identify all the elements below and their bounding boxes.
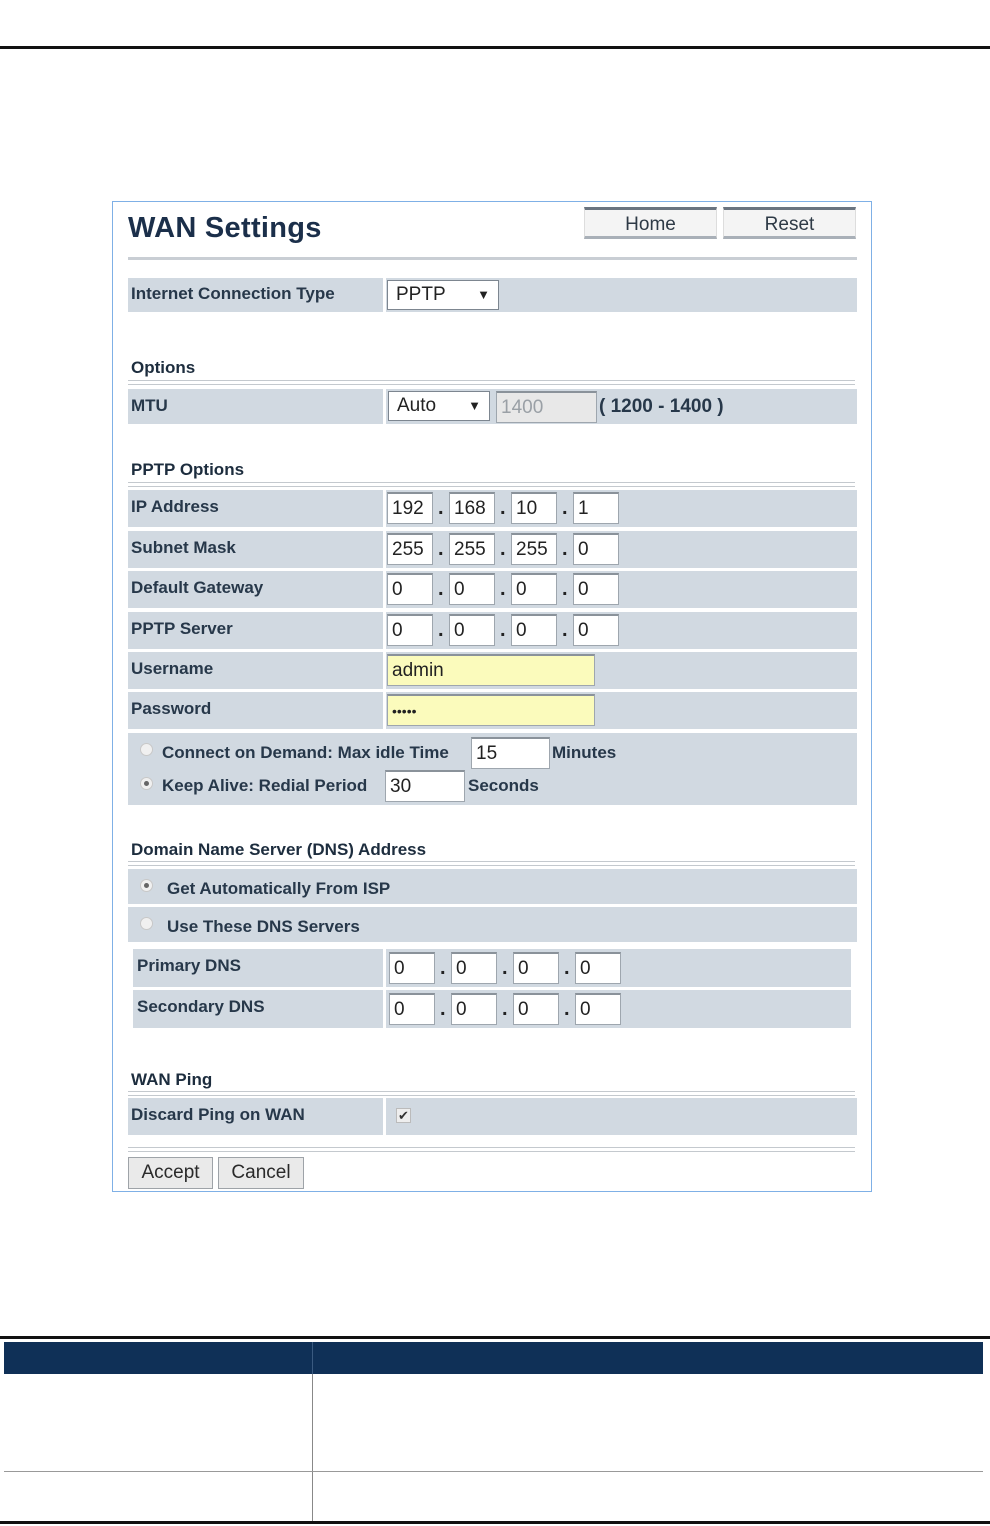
octet-dot: . [438, 578, 444, 600]
mtu-row [128, 389, 857, 424]
octet-dot: . [500, 619, 506, 641]
octet-dot: . [500, 497, 506, 519]
username-label: Username [131, 659, 214, 678]
octet-dot: . [502, 998, 508, 1020]
column-separator [383, 389, 386, 424]
octet-dot: . [562, 538, 568, 560]
primary-dns-label: Primary DNS [137, 956, 241, 975]
doc-column-divider [312, 1374, 313, 1521]
primary-dns-octet-1[interactable]: 0 [389, 952, 435, 984]
octet-dot: . [500, 538, 506, 560]
octet-dot: . [438, 619, 444, 641]
ip-octet-3[interactable]: 10 [511, 492, 557, 524]
wan-settings-panel [112, 201, 872, 1192]
mask-octet-1[interactable]: 255 [387, 533, 433, 565]
octet-dot: . [500, 578, 506, 600]
octet-dot: . [440, 957, 446, 979]
secondary-dns-octet-3[interactable]: 0 [513, 993, 559, 1025]
page-title: WAN Settings [128, 212, 322, 244]
options-heading: Options [131, 358, 196, 377]
subnet-mask-label: Subnet Mask [131, 538, 236, 557]
pptp-server-label: PPTP Server [131, 619, 233, 638]
octet-dot: . [564, 998, 570, 1020]
wan-ping-divider [128, 1091, 855, 1096]
column-separator [383, 612, 386, 649]
reset-button[interactable]: Reset [723, 207, 856, 239]
dns-manual-label: Use These DNS Servers [167, 917, 360, 936]
octet-dot: . [564, 957, 570, 979]
mask-octet-3[interactable]: 255 [511, 533, 557, 565]
server-octet-2[interactable]: 0 [449, 614, 495, 646]
octet-dot: . [502, 957, 508, 979]
cancel-button[interactable]: Cancel [218, 1157, 304, 1189]
accept-button[interactable]: Accept [128, 1157, 213, 1189]
keep-alive-radio[interactable] [140, 777, 153, 790]
home-button[interactable]: Home [584, 207, 717, 239]
octet-dot: . [562, 619, 568, 641]
seconds-label: Seconds [468, 776, 539, 795]
connection-type-value: PPTP [396, 284, 446, 305]
secondary-dns-label: Secondary DNS [137, 997, 265, 1016]
wan-ping-heading: WAN Ping [131, 1070, 213, 1089]
mtu-mode-select[interactable] [388, 391, 490, 421]
minutes-label: Minutes [552, 743, 617, 762]
doc-header-divider [312, 1342, 313, 1374]
server-octet-1[interactable]: 0 [387, 614, 433, 646]
password-input[interactable]: ••••• [387, 694, 595, 726]
gateway-octet-4[interactable]: 0 [573, 573, 619, 605]
mask-octet-4[interactable]: 0 [573, 533, 619, 565]
max-idle-time-input[interactable]: 15 [471, 737, 550, 769]
pptp-divider [128, 482, 855, 487]
chevron-down-icon: ▼ [468, 398, 481, 413]
primary-dns-octet-3[interactable]: 0 [513, 952, 559, 984]
discard-ping-label: Discard Ping on WAN [131, 1105, 305, 1124]
ip-octet-2[interactable]: 168 [449, 492, 495, 524]
mtu-value-field[interactable]: 1400 [496, 391, 597, 423]
mtu-range-text: ( 1200 - 1400 ) [599, 396, 724, 417]
ip-octet-4[interactable]: 1 [573, 492, 619, 524]
gateway-octet-3[interactable]: 0 [511, 573, 557, 605]
ip-octet-1[interactable]: 192 [387, 492, 433, 524]
dns-manual-radio[interactable] [140, 917, 153, 930]
doc-table-top-rule [0, 1336, 990, 1339]
connection-type-label: Internet Connection Type [131, 284, 335, 303]
page-top-rule [0, 46, 990, 49]
secondary-dns-octet-1[interactable]: 0 [389, 993, 435, 1025]
column-separator [383, 692, 386, 729]
ip-address-label: IP Address [131, 497, 219, 516]
secondary-dns-octet-4[interactable]: 0 [575, 993, 621, 1025]
dns-auto-radio[interactable] [140, 879, 153, 892]
connect-on-demand-radio[interactable] [140, 743, 153, 756]
primary-dns-octet-4[interactable]: 0 [575, 952, 621, 984]
chevron-down-icon: ▼ [477, 287, 490, 302]
octet-dot: . [438, 538, 444, 560]
column-separator [383, 990, 386, 1028]
default-gateway-label: Default Gateway [131, 578, 264, 597]
mtu-label: MTU [131, 396, 168, 415]
options-divider [128, 380, 855, 385]
connect-on-demand-label: Connect on Demand: Max idle Time [162, 743, 449, 762]
octet-dot: . [562, 578, 568, 600]
secondary-dns-octet-2[interactable]: 0 [451, 993, 497, 1025]
username-input[interactable]: admin [387, 654, 595, 686]
discard-ping-checkbox[interactable] [396, 1108, 411, 1123]
mtu-mode-value: Auto [397, 395, 437, 416]
title-divider [128, 257, 857, 260]
server-octet-3[interactable]: 0 [511, 614, 557, 646]
check-icon: ✔ [398, 1108, 409, 1123]
column-separator [383, 1098, 386, 1135]
redial-period-input[interactable]: 30 [385, 770, 465, 802]
doc-table-header [4, 1342, 983, 1374]
octet-dot: . [438, 497, 444, 519]
column-separator [383, 531, 386, 568]
dns-heading: Domain Name Server (DNS) Address [131, 840, 427, 859]
gateway-octet-1[interactable]: 0 [387, 573, 433, 605]
dns-auto-label: Get Automatically From ISP [167, 879, 391, 898]
dns-divider [128, 861, 855, 866]
doc-row-line [4, 1471, 983, 1472]
gateway-octet-2[interactable]: 0 [449, 573, 495, 605]
mask-octet-2[interactable]: 255 [449, 533, 495, 565]
connection-type-select[interactable] [387, 280, 499, 310]
column-separator [383, 949, 386, 987]
doc-table-bottom-rule [0, 1521, 990, 1524]
primary-dns-octet-2[interactable]: 0 [451, 952, 497, 984]
actions-divider [128, 1147, 855, 1152]
column-separator [383, 278, 386, 312]
keep-alive-label: Keep Alive: Redial Period [162, 776, 368, 795]
column-separator [383, 652, 386, 689]
pptp-options-heading: PPTP Options [131, 460, 245, 479]
octet-dot: . [440, 998, 446, 1020]
password-label: Password [131, 699, 212, 718]
discard-ping-row [128, 1098, 857, 1135]
server-octet-4[interactable]: 0 [573, 614, 619, 646]
column-separator [383, 490, 386, 527]
column-separator [383, 571, 386, 608]
octet-dot: . [562, 497, 568, 519]
